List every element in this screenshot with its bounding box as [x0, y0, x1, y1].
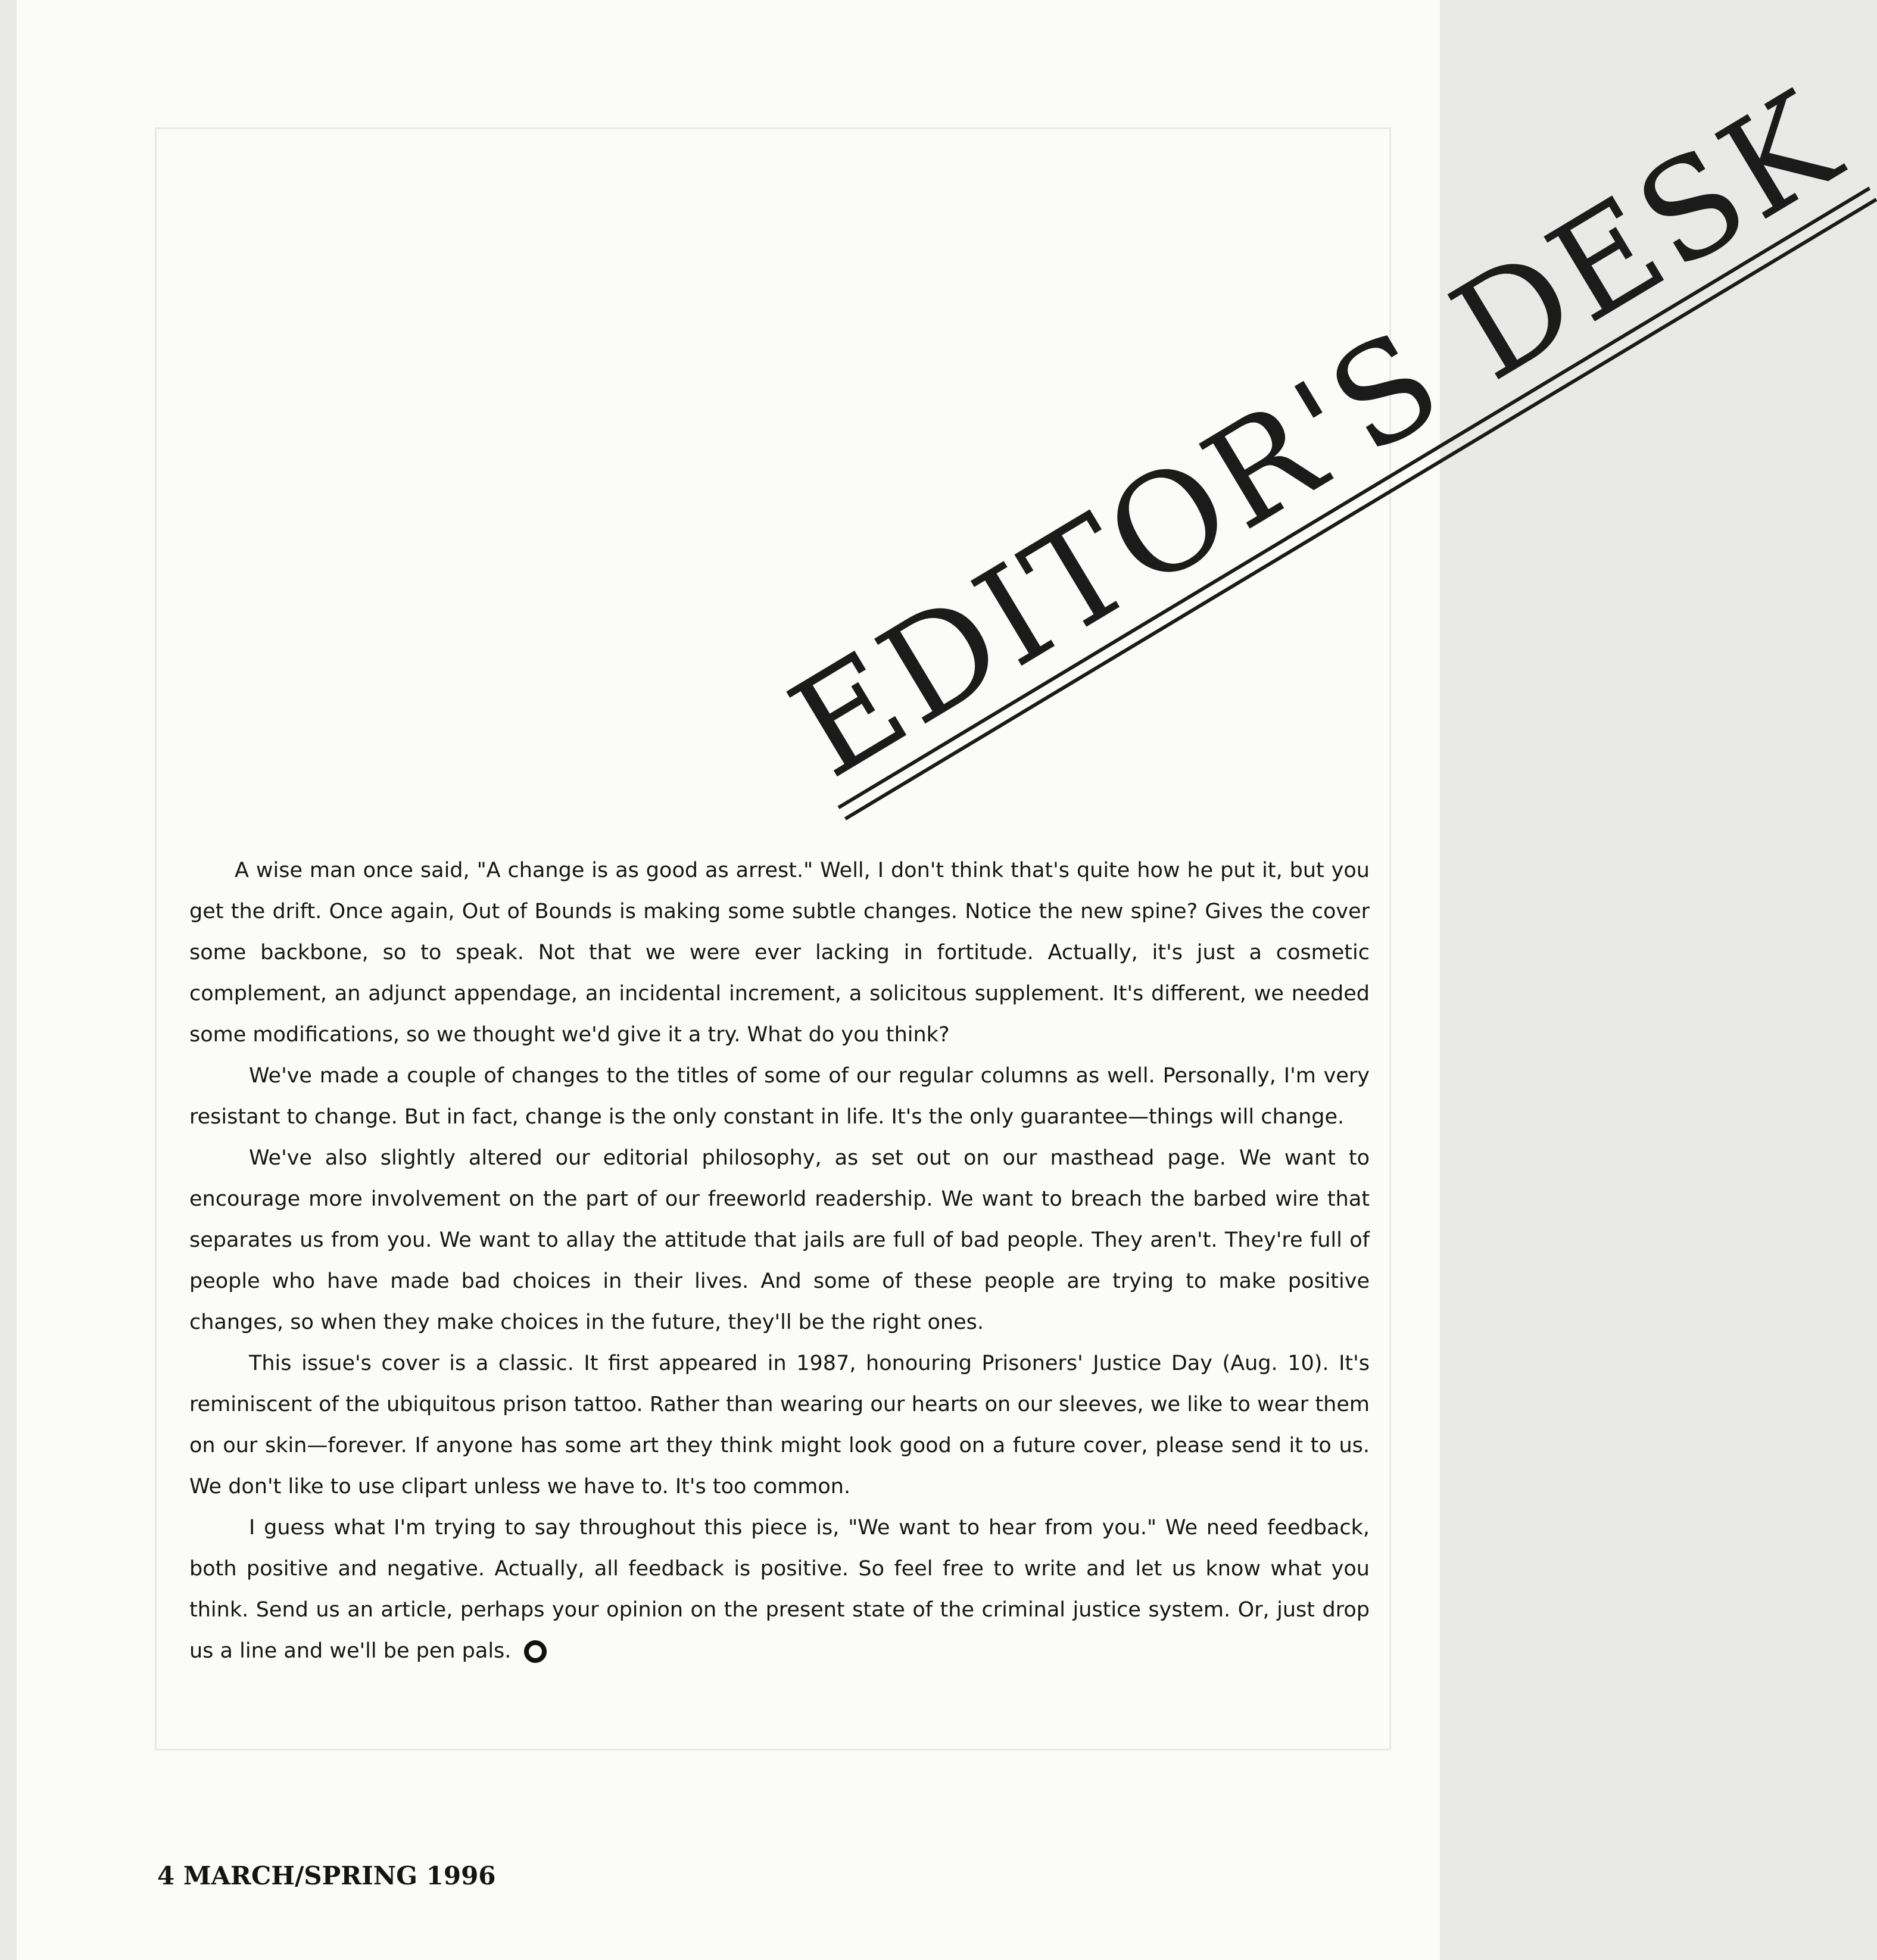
article-body — [189, 850, 1370, 1672]
paragraph-4: This issue's cover is a classic. It first appeared in 1987, honouring Prisoners' Justice Day (Aug. 10). It's reminiscent of the ubiquitous prison tattoo. Rather than wearing our hearts on our sleeves, we like to wear them on our skin—forever. If anyone has some art they think might look good on a future cover, please send it to us. We don't like to use clipart unless we have to. It's too common. — [189, 1352, 1370, 1499]
end-of-article-icon — [524, 1640, 547, 1663]
banner-title: EDITOR'S DESK — [765, 60, 1866, 808]
magazine-page — [17, 0, 1866, 1960]
paragraph-1: A wise man once said, "A change is as good as arrest." Well, I don't think that's quite how he put it, but you get the drift. Once again, Out of Bounds is making some subtle changes. Notice the new spine? Gives the cover some backbone, so to speak. Not that we were ever lacking in fortitude. Actually, it's just a cosmetic complement, an adjunct appendage, an incidental increment, a solicitous supplement. It's different, we needed some modifications, so we thought we'd give it a try. What do you think? — [189, 859, 1370, 1047]
page-footer: 4 MARCH/SPRING 1996 — [157, 1861, 496, 1890]
paragraph-5: I guess what I'm trying to say throughout this piece is, "We want to hear from you." We need feedback, both positive and negative. Actually, all feedback is positive. So feel free to write and let us know what you think. Send us an article, perhaps your opinion on the present state of the criminal justice system. Or, just drop us a line and we'll be pen pals. — [189, 1516, 1370, 1663]
paragraph-2: We've made a couple of changes to the titles of some of our regular columns as well. Personally, I'm very resistant to change. But in fact, change is the only constant in life. It's the only guarantee—things will change. — [189, 1064, 1370, 1129]
paragraph-5-wrapper — [189, 1508, 1370, 1672]
paragraph-3: We've also slightly altered our editorial philosophy, as set out on our masthead page. We want to encourage more involvement on the part of our freeworld readership. We want to breach the barbed wire that separates us from you. We want to allay the attitude that jails are full of bad people. They aren't. They're full of people who have made bad choices in their lives. And some of these people are trying to make positive changes, so when they make choices in the future, they'll be the right ones. — [189, 1146, 1370, 1334]
